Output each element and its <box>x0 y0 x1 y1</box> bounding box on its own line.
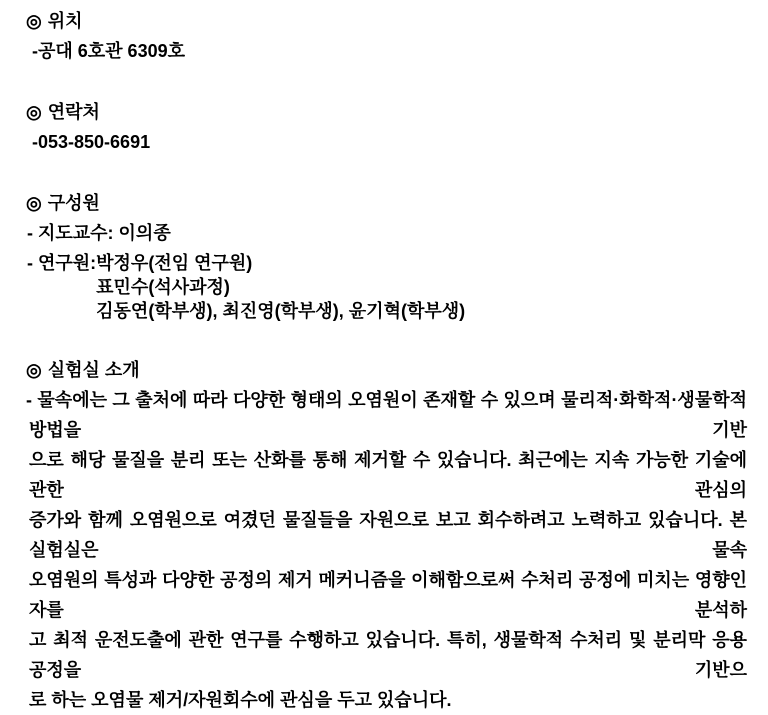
intro-heading <box>26 355 747 385</box>
location-value: -공대 6호관 6309호 <box>32 41 185 61</box>
intro-paragraph-line: 오염원의 특성과 다양한 공정의 제거 메커니즘을 이해함으로써 수처리 공정에 미치는 영향인자를 분석하 <box>29 570 747 620</box>
researcher-item: 김동연(학부생), 최진영(학부생), 윤기혁(학부생) <box>96 301 466 321</box>
contact-heading-label: 연락처 <box>47 102 100 122</box>
intro-paragraph-line: 고 최적 운전도출에 관한 연구를 수행하고 있습니다. 특히, 생물학적 수처리 및 분리막 응용 공정을 기반으 <box>29 630 747 680</box>
intro-heading-label: 실험실 소개 <box>47 360 140 380</box>
section-lab-introduction <box>26 355 747 715</box>
intro-paragraph <box>26 385 747 715</box>
intro-paragraph-line: - 물속에는 그 출처에 따라 다양한 형태의 오염원이 존재할 수 있으며 물리적·화학적·생물학적 방법을 기반 <box>26 390 747 440</box>
researchers-block <box>27 251 747 323</box>
advisor-line: - 지도교수: 이의종 <box>27 223 171 243</box>
contact-phone-value: -053-850-6691 <box>32 132 151 152</box>
double-circle-bullet-icon: ◎ <box>26 360 42 380</box>
section-members <box>26 188 747 323</box>
lab-info-document <box>26 6 747 715</box>
researcher-item: 표민수(석사과정) <box>96 277 230 297</box>
researchers-label: - 연구원: <box>27 253 97 273</box>
double-circle-bullet-icon: ◎ <box>26 102 42 122</box>
intro-paragraph-line: 증가와 함께 오염원으로 여겼던 물질들을 자원으로 보고 회수하려고 노력하고 있습니다. 본 실험실은 물속 <box>29 510 747 560</box>
intro-paragraph-line: 로 하는 오염물 제거/자원회수에 관심을 두고 있습니다. <box>29 690 452 710</box>
intro-paragraph-line: 으로 해당 물질을 분리 또는 산화를 통해 제거할 수 있습니다. 최근에는 지속 가능한 기술에 관한 관심의 <box>29 450 747 500</box>
section-contact <box>26 97 747 157</box>
double-circle-bullet-icon: ◎ <box>26 11 42 31</box>
members-heading-label: 구성원 <box>47 193 100 213</box>
location-heading-label: 위치 <box>47 11 83 31</box>
double-circle-bullet-icon: ◎ <box>26 193 42 213</box>
section-location <box>26 6 747 66</box>
researchers-list <box>96 251 747 323</box>
members-heading <box>26 188 747 218</box>
location-heading <box>26 6 747 36</box>
contact-heading <box>26 97 747 127</box>
researcher-item: 박정우(전임 연구원) <box>96 253 253 273</box>
